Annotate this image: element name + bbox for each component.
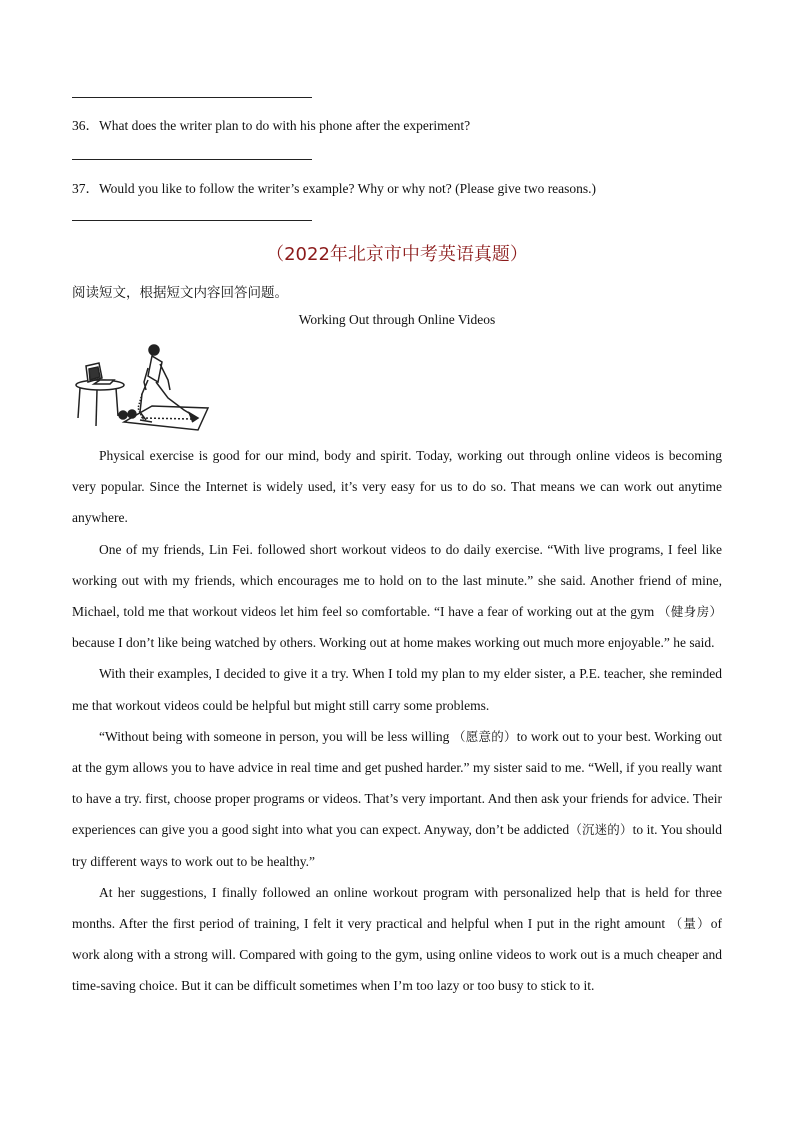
gloss: （健身房） — [658, 604, 722, 620]
man-stretching-with-laptop-icon — [72, 342, 212, 434]
paragraph-2 — [72, 534, 722, 659]
question-text: Would you like to follow the writer’s example? Why or why not? (Please give two reasons.) — [99, 181, 597, 196]
question-37 — [72, 177, 596, 197]
paragraph-text: because I don’t like being watched by others. Working out at home makes working out much more enjoyable.” he said. — [72, 635, 715, 651]
paragraph-text: Physical exercise is good for our mind, body and spirit. Today, working out through online videos is becoming very popular. Since the Internet is widely used, it’s very easy for us to do so. That means we can work out anytime anywhere. — [72, 448, 722, 526]
paragraph-text: With their examples, I decided to give it a try. When I told my plan to my elder sister, a P.E. teacher, she reminded me that workout videos could be helpful but might still carry some problems. — [72, 666, 722, 713]
paragraph-4 — [72, 721, 722, 877]
paragraph-text: “Without being with someone in person, you will be less willing — [99, 728, 453, 744]
article-body — [72, 440, 722, 1002]
paragraph-text: One of my friends, Lin Fei. followed short workout videos to do daily exercise. “With live programs, I feel like working out with my friends, which encourages me to hold on to the last minute.” she said. Another friend of mine, Michael, told me that workout videos let him feel so comfortable. “I have a fear of working out at the gym — [72, 541, 722, 620]
paragraph-text: of work along with a strong will. Compared with going to the gym, using online videos to work out is a much cheaper and time-saving choice. But it can be difficult sometimes when I’m too lazy or too busy to stick to it. — [72, 916, 722, 994]
paragraph-1 — [72, 440, 722, 534]
answer-line-37[interactable] — [72, 220, 312, 221]
question-36 — [72, 114, 470, 134]
paragraph-text: At her suggestions, I finally followed an online workout program with personalized help that is held for three months. After the first period of training, I felt it very practical and helpful when I put in the right amount — [72, 884, 722, 932]
article-title: Working Out through Online Videos — [298, 312, 496, 327]
paragraph-text: to it. You should try different ways to work out to be healthy.” — [72, 822, 722, 869]
question-number: 36． — [72, 118, 99, 133]
paragraph-text: to work out to your best. Working out at the gym allows you to have advice in real time and get pushed harder.” my sister said to me. “Well, if you really want to have a try. first, choose proper programs or videos. That’s very important. And then ask your friends for advice. Their experiences can give you a good sight into what you can expect. Anyway, don’t be addicted — [72, 728, 722, 838]
gloss: （沉迷的） — [569, 822, 633, 838]
paragraph-3 — [72, 658, 722, 720]
gloss: （量） — [669, 916, 711, 932]
answer-line-35[interactable] — [72, 97, 312, 98]
question-number: 37． — [72, 181, 99, 196]
paragraph-5 — [72, 877, 722, 1002]
answer-line-36[interactable] — [72, 159, 312, 160]
source-heading: （2022年北京市中考英语真题） — [266, 244, 528, 265]
question-text: What does the writer plan to do with his phone after the experiment? — [99, 118, 471, 133]
gloss: （愿意的） — [453, 728, 517, 744]
instruction: 阅读短文，根据短文内容回答问题。 — [72, 285, 288, 301]
